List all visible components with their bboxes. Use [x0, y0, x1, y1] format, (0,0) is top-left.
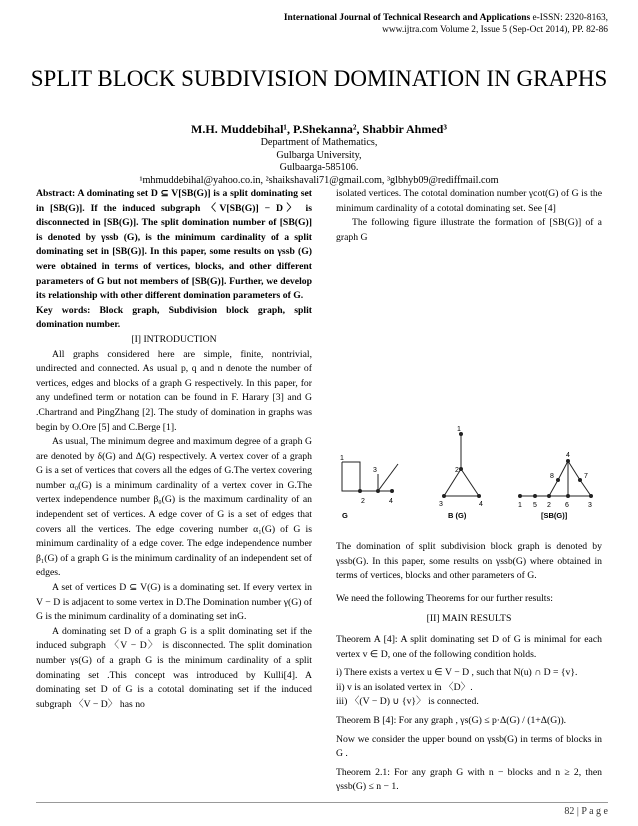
abstract: Abstract: A dominating set D ⊆ V[SB(G)] is a split dominating set in [SB(G)]. If the induced subgraph 〈V[SB(G)] − D〉 is disconnected in [SB(G)]. The split domination number of [SB(G)] is denoted by γssb (G), is the minimum cardinality of a split dominating set in [SB(G)]. In this paper, some results on γssb (G) were obtained in terms of vertices, blocks, and other different parameters of G but not members of [SB(G)]. Further, we develop its relationship with other different domination parameters of G.: [36, 188, 312, 302]
svg-text:8: 8: [550, 473, 554, 480]
svg-text:2: 2: [547, 502, 551, 509]
graph-figure: [336, 414, 606, 524]
right-paragraph-4: We need the following Theorems for our further results:: [336, 592, 553, 604]
intro-paragraph-3: A set of vertices D ⊆ V(G) is a dominating set. If every vertex in V − D is adjacent to some vertex in D.The Domination number γ(G) of G is the minimum cardinality of a dominating set inG.: [36, 582, 312, 623]
svg-text:5: 5: [533, 502, 537, 509]
theorem-2-1: Theorem 2.1: For any graph G with n − blocks and n ≥ 2, then γssb(G) ≤ n − 1.: [336, 766, 602, 793]
journal-name: International Journal of Technical Research and Applications: [283, 13, 531, 23]
section-main-results: [II] MAIN RESULTS: [426, 613, 512, 625]
svg-text:1: 1: [518, 502, 522, 509]
svg-text:6: 6: [565, 502, 569, 509]
affil-dept: Department of Mathematics,: [260, 137, 378, 148]
left-column: [36, 187, 312, 712]
journal-issn: e-ISSN: 2320-8163,: [530, 13, 608, 23]
right-column-lower: [336, 540, 602, 795]
affil-univ: Gulbarga University,: [276, 149, 362, 161]
figure-label-g: G: [342, 511, 348, 520]
condition-1: i) There exists a vertex u ∈ V − D , such that N(u) ∩ D = {v}.: [336, 667, 578, 679]
intro-paragraph-4: A dominating set D of a graph G is a split dominating set if the induced subgraph 〈V − D〉 is disconnected. The split domination number γs(G) of a graph G is the minimum cardinality of a split dominating set .This concept was introduced by Kulli[4]. A dominating set D of G is a cototal dominating set if the induced subgraph 〈V − D〉 has no: [36, 625, 312, 710]
authors: M.H. Muddebihal¹, P.Shekanna², Shabbir Ahmed³: [191, 122, 447, 136]
right-paragraph-5: Now we consider the upper bound on γssb(G) in terms of blocks in G .: [336, 733, 602, 760]
keywords: Key words: Block graph, Subdivision block graph, split domination number.: [36, 304, 312, 331]
section-introduction: [I] INTRODUCTION: [131, 333, 217, 345]
figure-label-sbg: [SB(G)]: [541, 511, 568, 520]
figure-label-bg: B (G): [448, 511, 467, 520]
right-paragraph-2: The following figure illustrate the formation of [SB(G)] of a graph G: [336, 217, 602, 243]
svg-text:1: 1: [340, 455, 344, 462]
svg-text:3: 3: [439, 501, 443, 508]
svg-text:4: 4: [479, 501, 483, 508]
page-number: 82 | P a g e: [564, 806, 608, 817]
theorem-b: Theorem B [4]: For any graph , γs(G) ≤ p·Δ(G) / (1+Δ(G)).: [336, 714, 567, 726]
condition-3: iii) 〈(V − D) ∪ {v}〉 is connected.: [336, 696, 479, 708]
journal-header: [148, 12, 608, 36]
intro-paragraph-1: All graphs considered here are simple, finite, nontrivial, undirected and connected. As usual p, q and n denote the number of vertices, edges and blocks of a graph G respectively. In this paper, for any undefined term or notation can be found in F. Harary [3] and G .Chartrand and PingZhang [2]. The study of domination in graphs was begin by O.Ore [5] and C.Berge [1].: [36, 348, 312, 433]
graph-figure-svg: [336, 414, 606, 524]
journal-volume: www.ijtra.com Volume 2, Issue 5 (Sep-Oct 2014), PP. 82-86: [382, 25, 608, 35]
intro-paragraph-2: As usual, The minimum degree and maximum degree of a graph G are denoted by δ(G) and Δ(G) respectively. A vertex cover of a graph G is a set of vertices that covers all the edges of G.The vertex covering number α₀(G) is a minimum cardinality of a vertex cover in G.The vertex independence number β₀(G) is the maximum cardinality of an independent set of vertices. A edge cover of G is a set of edges that covers all the vertices. The edge covering number α₁(G) of G is minimum cardinality of a edge cover. The edge independence number β₁(G) of a graph G is the minimum cardinality of an independent set of edges.: [36, 436, 312, 579]
affiliation: [40, 137, 598, 187]
svg-text:4: 4: [566, 452, 570, 459]
right-paragraph-3: The domination of split subdivision block graph is denoted by γssb(G). In this paper, some results on γssb(G) where obtained in terms of vertices, blocks and other parameters of G.: [336, 541, 602, 582]
theorem-a: Theorem A [4]: A split dominating set D of G is minimal for each vertex v ∈ D, one of the following condition holds.: [336, 633, 602, 660]
svg-text:2: 2: [455, 467, 459, 474]
footer-rule: [36, 802, 608, 803]
svg-text:3: 3: [588, 502, 592, 509]
paper-title: SPLIT BLOCK SUBDIVISION DOMINATION IN GRAPHS: [30, 66, 608, 91]
affil-emails: ¹mhmuddebihal@yahoo.co.in, ²shaikshavali71@gmail.com, ³glbhyb09@rediffmail.com: [139, 174, 499, 186]
svg-text:2: 2: [361, 498, 365, 505]
svg-text:4: 4: [389, 498, 393, 505]
right-paragraph-1: isolated vertices. The cototal domination number γcot(G) of G is the minimum cardinality of a cototal dominating set. See [4]: [336, 188, 602, 214]
affil-city: Gulbaarga-585106.: [279, 162, 359, 174]
svg-text:7: 7: [584, 473, 588, 480]
svg-text:3: 3: [373, 467, 377, 474]
right-column: [336, 187, 602, 245]
svg-text:1: 1: [457, 426, 461, 433]
condition-2: ii) v is an isolated vertex in 〈D〉.: [336, 681, 473, 693]
